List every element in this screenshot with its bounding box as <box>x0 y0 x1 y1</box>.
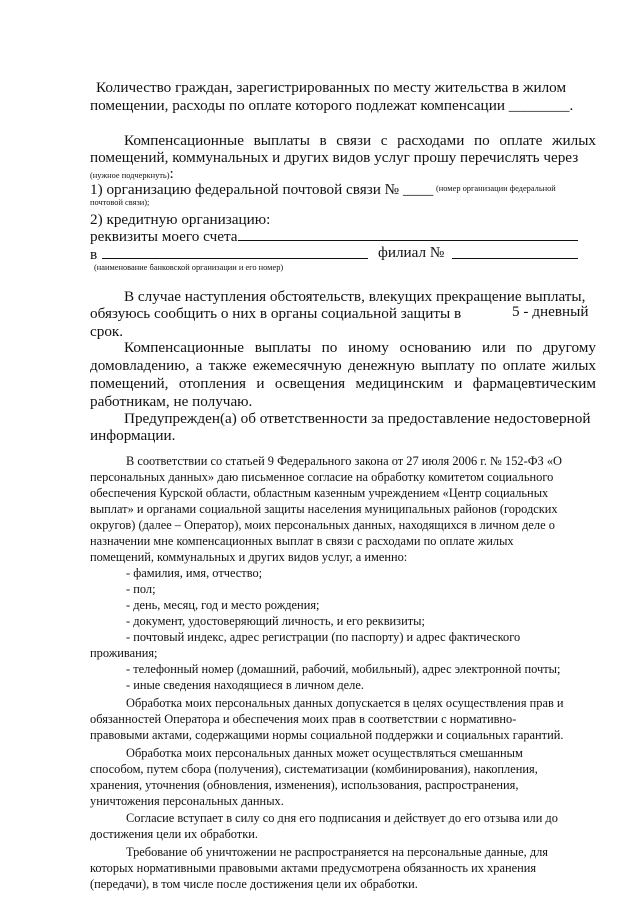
destroy-line-2: которых нормативными правовыми актами предусмотрена обязанность их хранения <box>90 861 537 875</box>
bank-note: (наименование банковской организации и его номер) <box>94 263 284 272</box>
option-postal[interactable]: 1) организацию федеральной почтовой связи № ____ <box>90 181 434 198</box>
bank-prefix: в <box>90 246 98 263</box>
notice-line-2a: обязуюсь сообщить о них в органы социальной защиты в <box>90 305 462 322</box>
method-line-4: уничтожения персональных данных. <box>90 794 284 808</box>
no-other-line-4: работникам, не получаю. <box>90 393 253 410</box>
validity-line-2: достижения цели их обработки. <box>90 827 258 841</box>
citizens-line-2: помещении, расходы по оплате которого подлежат компенсации ________. <box>90 97 574 114</box>
notice-line-1: В случае наступления обстоятельств, влекущих прекращение выплаты, <box>124 288 586 305</box>
consent-item: - иные сведения находящиеся в личном деле. <box>126 678 364 692</box>
payments-choose-note <box>90 166 174 182</box>
warned-line-2: информации. <box>90 427 176 444</box>
consent-line-7: помещений, коммунальных и других видов услуг, а именно: <box>90 550 408 564</box>
branch-label: филиал № <box>378 244 445 261</box>
payments-line-2: помещений, коммунальных и других видов услуг прошу перечислять через <box>90 149 579 166</box>
choose-note-text: (нужное подчеркнуть) <box>90 171 170 180</box>
bank-name-field[interactable] <box>102 258 368 259</box>
purpose-line-2: обязанностей Оператора и обеспечения моих прав в соответствии с нормативно- <box>90 712 517 726</box>
method-line-3: хранения, уточнения (обновления, изменения), использования, распространения, <box>90 778 519 792</box>
method-line-1: Обработка моих персональных данных может осуществляться смешанным <box>126 746 523 760</box>
notice-line-3: срок. <box>90 323 124 340</box>
consent-item: - документ, удостоверяющий личность, и его реквизиты; <box>126 614 425 628</box>
choose-note-colon: : <box>169 165 174 182</box>
account-field[interactable] <box>238 240 578 241</box>
consent-item: - фамилия, имя, отчество; <box>126 566 263 580</box>
method-line-2: способом, путем сбора (получения), систематизации (комбинирования), накопления, <box>90 762 538 776</box>
payments-line-1: Компенсационные выплаты в связи с расходами по оплате жилых <box>124 132 596 149</box>
no-other-line-3: помещений, отопления и освещения медицинским и фармацевтическим <box>90 375 596 392</box>
purpose-line-1: Обработка моих персональных данных допускается в целях осуществления прав и <box>126 696 564 710</box>
consent-item: - телефонный номер (домашний, рабочий, мобильный), адрес электронной почты; <box>126 662 561 676</box>
consent-line-5: округов) (далее – Оператор), моих персональных данных, находящихся в личном деле о <box>90 518 555 532</box>
option-postal-note-b: почтовой связи); <box>90 198 150 207</box>
no-other-line-1: Компенсационные выплаты по иному основанию или по другому <box>124 339 596 356</box>
destroy-line-1: Требование об уничтожении не распространяется на персональные данные, для <box>126 845 549 859</box>
consent-item: - пол; <box>126 582 156 596</box>
validity-line-1: Согласие вступает в силу со дня его подписания и действует до его отзыва или до <box>126 811 558 825</box>
consent-line-1: В соответствии со статьей 9 Федерального закона от 27 июля 2006 г. № 152-ФЗ «О <box>126 454 562 468</box>
consent-item: - день, месяц, год и место рождения; <box>126 598 320 612</box>
purpose-line-3: правовыми актами, содержащими нормы социальной поддержки и социальных гарантий. <box>90 728 564 742</box>
no-other-line-2: домовладению, а также ежемесячную денежную выплату по оплате жилых <box>90 357 596 374</box>
option-credit[interactable]: 2) кредитную организацию: <box>90 211 271 228</box>
option-postal-note-a: (номер организации федеральной <box>436 184 556 193</box>
account-label: реквизиты моего счета <box>90 228 238 245</box>
consent-line-3: обеспечения Курской области, областным казенным учреждением «Центр социальных <box>90 486 549 500</box>
consent-line-4: выплат» и органами социальной защиты населения муниципальных районов (городских <box>90 502 558 516</box>
branch-number-field[interactable] <box>452 258 578 259</box>
consent-line-2: персональных данных» даю письменное согласие на обработку комитетом социального <box>90 470 554 484</box>
citizens-line-1: Количество граждан, зарегистрированных по месту жительства в жилом <box>96 79 567 96</box>
warned-line-1: Предупрежден(а) об ответственности за предоставление недостоверной <box>124 410 591 427</box>
consent-item: - почтовый индекс, адрес регистрации (по паспорту) и адрес фактического <box>126 630 521 644</box>
consent-line-6: назначении мне компенсационных выплат в связи с расходами по оплате жилых <box>90 534 514 548</box>
consent-item: проживания; <box>90 646 158 660</box>
notice-days: 5 - дневный <box>512 303 589 320</box>
destroy-line-3: (передачи), в том числе после достижения цели их обработки. <box>90 877 418 891</box>
